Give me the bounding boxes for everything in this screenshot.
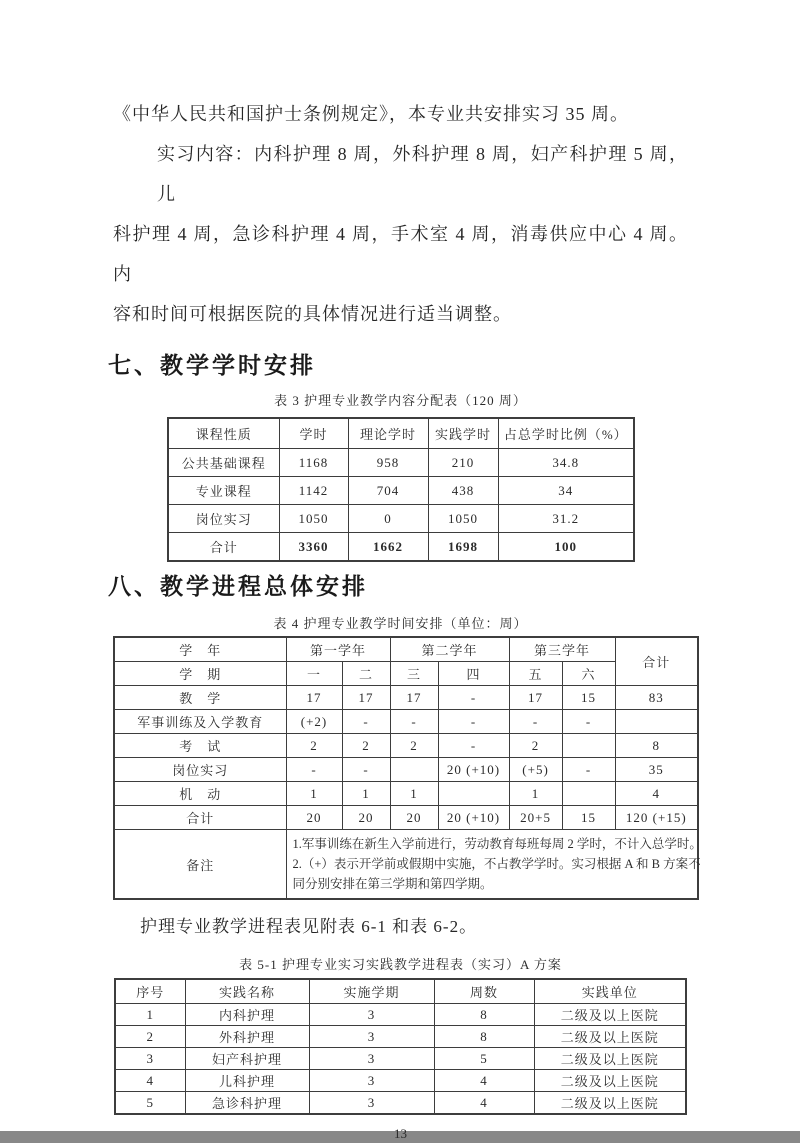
header-cell: 实施学期 (309, 979, 434, 1004)
header-cell: 五 (509, 662, 562, 686)
table-cell: 34 (498, 477, 634, 505)
table-cell: - (286, 758, 342, 782)
table-cell: 17 (390, 686, 438, 710)
table-row (114, 734, 698, 758)
table-cell: 急诊科护理 (185, 1092, 309, 1115)
table4-caption: 表 4 护理专业教学时间安排（单位：周） (273, 616, 528, 631)
header-cell: 二 (342, 662, 390, 686)
table-header-row (114, 662, 698, 686)
table-header-row (114, 637, 698, 662)
table-cell: 二级及以上医院 (534, 1004, 686, 1026)
header-cell: 三 (390, 662, 438, 686)
row-label-cell: 教 学 (114, 686, 286, 710)
table-cell (562, 782, 615, 806)
table-row (168, 505, 634, 533)
table-cell: 3 (309, 1070, 434, 1092)
header-cell: 实践名称 (185, 979, 309, 1004)
text-line: 科护理 4 周，急诊科护理 4 周，手术室 4 周，消毒供应中心 4 周。内 (113, 224, 688, 284)
table-cell: 1050 (279, 505, 348, 533)
table-row (114, 710, 698, 734)
table-cell: - (342, 758, 390, 782)
header-cell: 四 (438, 662, 509, 686)
table-cell: 20 (286, 806, 342, 830)
table-total-row (114, 806, 698, 830)
header-cell: 第一学年 (286, 637, 390, 662)
table-cell: 1 (509, 782, 562, 806)
table-cell: - (562, 758, 615, 782)
table-cell: 100 (498, 533, 634, 562)
header-cell: 六 (562, 662, 615, 686)
table-header-row (115, 979, 686, 1004)
table-cell: 1662 (348, 533, 428, 562)
table-cell: 8 (434, 1004, 534, 1026)
table-cell: 内科护理 (185, 1004, 309, 1026)
table-row (115, 1092, 686, 1115)
table-cell: 3 (115, 1048, 185, 1070)
table-cell: 34.8 (498, 449, 634, 477)
table-cell: 958 (348, 449, 428, 477)
table-cell: 0 (348, 505, 428, 533)
header-cell: 学 年 (114, 637, 286, 662)
text-line: 实习内容：内科护理 8 周，外科护理 8 周，妇产科护理 5 周，儿 (157, 144, 688, 204)
header-cell: 课程性质 (168, 418, 279, 449)
text-line: 《中华人民共和国护士条例规定》，本专业共安排实习 35 周。 (113, 104, 629, 124)
table-cell: 1698 (428, 533, 498, 562)
table-cell: 4 (115, 1070, 185, 1092)
table-cell: 1 (342, 782, 390, 806)
header-cell: 占总学时比例（%） (498, 418, 634, 449)
header-cell: 实践学时 (428, 418, 498, 449)
table-cell: 2 (286, 734, 342, 758)
header-cell: 理论学时 (348, 418, 428, 449)
table-cell: - (562, 710, 615, 734)
table-cell: 4 (434, 1092, 534, 1115)
row-label-cell: 军事训练及入学教育 (114, 710, 286, 734)
table-cell: 1 (115, 1004, 185, 1026)
text-line: 容和时间可根据医院的具体情况进行适当调整。 (113, 304, 512, 324)
table-cell: 1050 (428, 505, 498, 533)
table-cell: (+2) (286, 710, 342, 734)
table-cell: 1 (390, 782, 438, 806)
table-cell: 17 (286, 686, 342, 710)
table-cell: 35 (615, 758, 698, 782)
table-cell: 20 (390, 806, 438, 830)
remark-line: 1.军事训练在新生入学前进行，劳动教育每班每周 2 学时，不计入总学时。 (292, 837, 702, 851)
table-cell: 83 (615, 686, 698, 710)
table-cell: 704 (348, 477, 428, 505)
row-label-cell: 合计 (114, 806, 286, 830)
section-heading-seven: 七、教学学时安排 (108, 352, 316, 378)
row-label-cell: 岗位实习 (114, 758, 286, 782)
table-cell: 5 (115, 1092, 185, 1115)
row-label-cell: 考 试 (114, 734, 286, 758)
table-cell: 3 (309, 1048, 434, 1070)
table-cell: 妇产科护理 (185, 1048, 309, 1070)
table-cell: - (342, 710, 390, 734)
table-cell: 438 (428, 477, 498, 505)
table-cell: 3 (309, 1004, 434, 1026)
header-cell: 实践单位 (534, 979, 686, 1004)
table4-teaching-time (113, 636, 702, 900)
table-cell: - (390, 710, 438, 734)
paragraph-internship-content (113, 134, 688, 334)
table3-teaching-hours (167, 417, 635, 562)
table-cell: 1 (286, 782, 342, 806)
table-cell: 15 (562, 686, 615, 710)
table-cell: 儿科护理 (185, 1070, 309, 1092)
table-cell: 17 (342, 686, 390, 710)
table-cell: - (438, 686, 509, 710)
table-cell (615, 710, 698, 734)
header-cell: 序号 (115, 979, 185, 1004)
row-label-cell: 备注 (114, 830, 286, 900)
table-cell: 8 (615, 734, 698, 758)
table-row (168, 477, 634, 505)
table-cell (438, 782, 509, 806)
table-cell: 外科护理 (185, 1026, 309, 1048)
table-total-row (168, 533, 634, 562)
table-cell: 20+5 (509, 806, 562, 830)
table-cell: 20 (+10) (438, 758, 509, 782)
table-cell: 公共基础课程 (168, 449, 279, 477)
paragraph-progress-reference: 护理专业教学进程表见附表 6-1 和表 6-2。 (140, 917, 478, 936)
table-row (115, 1004, 686, 1026)
paragraph-regulation (113, 94, 688, 134)
table-cell: 31.2 (498, 505, 634, 533)
table-cell: 8 (434, 1026, 534, 1048)
remark-line: 2.（+）表示开学前或假期中实施，不占教学学时。实习根据 A 和 B 方案不 (292, 857, 701, 871)
remark-cell (286, 830, 702, 900)
table-cell: 1168 (279, 449, 348, 477)
table-cell: 3360 (279, 533, 348, 562)
table-cell: 2 (115, 1026, 185, 1048)
table-header-row (168, 418, 634, 449)
remark-line: 同分别安排在第三学期和第四学期。 (292, 877, 493, 891)
header-cell: 第二学年 (390, 637, 509, 662)
header-cell: 学 期 (114, 662, 286, 686)
table-cell: 15 (562, 806, 615, 830)
table-cell: 20 (342, 806, 390, 830)
table-cell: 二级及以上医院 (534, 1026, 686, 1048)
table-cell: - (509, 710, 562, 734)
table-cell: 3 (309, 1026, 434, 1048)
table5-caption: 表 5-1 护理专业实习实践教学进程表（实习）A 方案 (239, 957, 562, 972)
header-cell: 合计 (615, 637, 698, 686)
page-number: 13 (394, 1126, 407, 1141)
table-cell (390, 758, 438, 782)
table-cell: 4 (434, 1070, 534, 1092)
section-heading-eight: 八、教学进程总体安排 (108, 573, 368, 599)
header-cell: 第三学年 (509, 637, 615, 662)
table-cell: 2 (342, 734, 390, 758)
table-row (115, 1026, 686, 1048)
table3-caption: 表 3 护理专业教学内容分配表（120 周） (274, 393, 527, 408)
table-row (114, 782, 698, 806)
row-label-cell: 机 动 (114, 782, 286, 806)
table-cell: 4 (615, 782, 698, 806)
table-cell (562, 734, 615, 758)
header-cell: 学时 (279, 418, 348, 449)
header-cell: 一 (286, 662, 342, 686)
table5-practice-schedule (114, 978, 687, 1115)
table-cell: (+5) (509, 758, 562, 782)
table-cell: 20 (+10) (438, 806, 509, 830)
table-cell: 120 (+15) (615, 806, 698, 830)
table-cell: 17 (509, 686, 562, 710)
table-cell: 2 (509, 734, 562, 758)
table-cell: 专业课程 (168, 477, 279, 505)
header-cell: 周数 (434, 979, 534, 1004)
table-cell: 2 (390, 734, 438, 758)
table-cell: 岗位实习 (168, 505, 279, 533)
table-row (115, 1070, 686, 1092)
table-row (114, 758, 698, 782)
table-remark-row (114, 830, 698, 900)
table-cell: 1142 (279, 477, 348, 505)
table-cell: 二级及以上医院 (534, 1070, 686, 1092)
table-cell: 二级及以上医院 (534, 1092, 686, 1115)
table-cell: 二级及以上医院 (534, 1048, 686, 1070)
table-row (168, 449, 634, 477)
table-cell: 合计 (168, 533, 279, 562)
table-row (115, 1048, 686, 1070)
table-row (114, 686, 698, 710)
table-cell: 210 (428, 449, 498, 477)
table-cell: - (438, 710, 509, 734)
table-cell: 3 (309, 1092, 434, 1115)
table-cell: - (438, 734, 509, 758)
table-cell: 5 (434, 1048, 534, 1070)
